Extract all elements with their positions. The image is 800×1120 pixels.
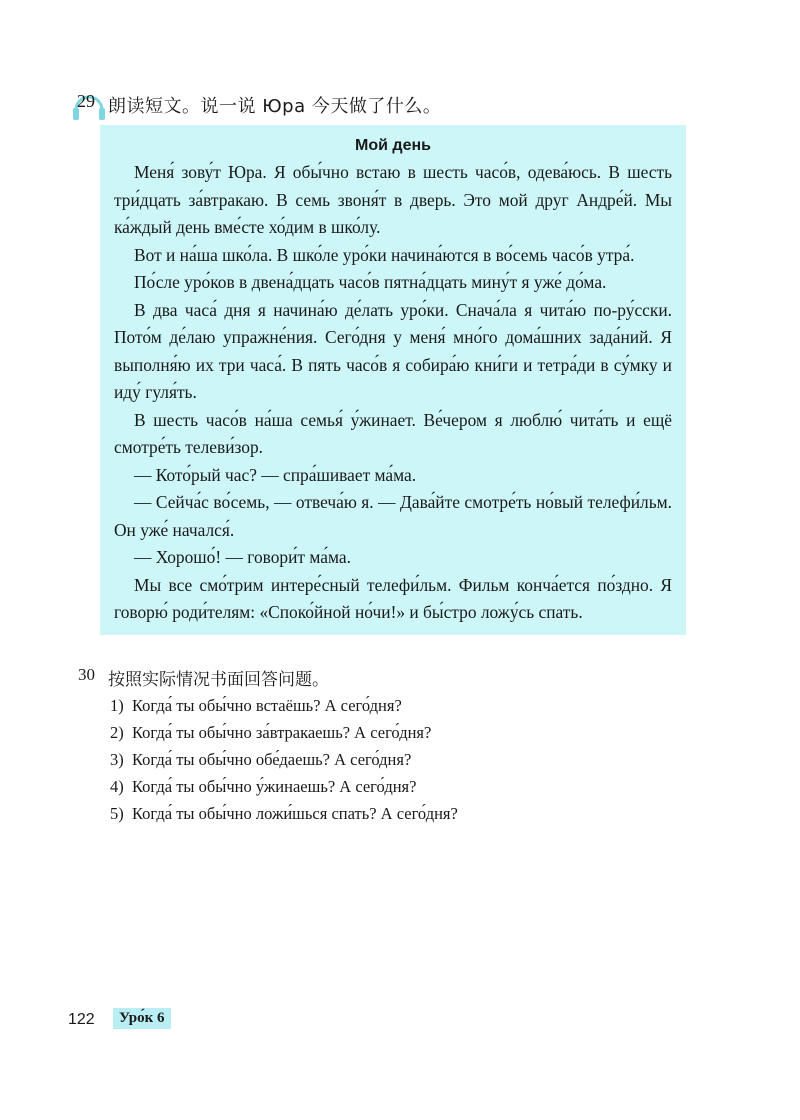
paragraph: — Сейча́с во́семь, — отвеча́ю я. — Дава́йте смотре́ть но́вый телефи́льм. Он уже́ начался́. <box>114 492 672 540</box>
exercise-30-number: 30 <box>78 665 95 684</box>
paragraph: — Кото́рый час? — спра́шивает ма́ма. <box>134 464 417 485</box>
paragraph: По́сле уро́ков в двена́дцать часо́в пятна́дцать мину́т я уже́ до́ма. <box>134 272 607 292</box>
question-number: 5) <box>110 804 124 823</box>
paragraph: — Хорошо́! — говори́т ма́ма. <box>134 547 351 567</box>
question-text: Когда́ ты обы́чно за́втракаешь? А сего́дня? <box>132 723 432 742</box>
paragraph: Вот и на́ша шко́ла. В шко́ле уро́ки начина́ются в во́семь часо́в утра́. <box>134 244 635 265</box>
lesson-badge: Уро́к 6 <box>113 1008 171 1029</box>
question-text: Когда́ ты обы́чно встаёшь? А сего́дня? <box>132 696 402 715</box>
question-list <box>110 692 458 827</box>
reading-text-title: Мой день <box>355 137 431 154</box>
question-item <box>110 800 458 827</box>
question-text: Когда́ ты обы́чно обе́даешь? А сего́дня? <box>132 750 412 769</box>
paragraph: Меня́ зову́т Юра. Я обы́чно встаю в шесть часо́в, одева́юсь. В шесть три́дцать за́втракаю. В семь звоня́т в дверь. Это мой друг Андре́й. Мы ка́ждый день вме́сте хо́дим в шко́лу. <box>114 162 672 237</box>
reading-text-box <box>100 125 686 635</box>
exercise-29-marker <box>72 86 106 126</box>
paragraph: В два часа́ дня я начина́ю де́лать уро́ки. Снача́ла я чита́ю по-ру́сски. Пото́м де́лаю упражне́ния. Сего́дня у меня́ мно́го дома́шних зада́ний. Я выполня́ю их три часа́. В пять часо́в я собира́ю кни́ги и тетра́ди в су́мку и иду́ гуля́ть. <box>114 299 672 402</box>
question-text: Когда́ ты обы́чно у́жинаешь? А сего́дня? <box>132 777 417 796</box>
exercise-29-instruction: 朗读短文。说一说 Юра 今天做了什么。 <box>108 96 442 117</box>
exercise-30-instruction: 按照实际情况书面回答问题。 <box>108 670 329 690</box>
paragraph: Мы все смо́трим интере́сный телефи́льм. Фильм конча́ется по́здно. Я говорю́ роди́телям: «Споко́йной но́чи!» и бы́стро ложу́сь спать. <box>114 574 672 622</box>
question-number: 3) <box>110 750 124 769</box>
paragraph: В шесть часо́в на́ша семья́ у́жинает. Ве́чером я люблю́ чита́ть и ещё смотре́ть телеви́зор. <box>114 409 672 457</box>
question-number: 2) <box>110 723 124 742</box>
question-item <box>110 692 458 719</box>
exercise-29-number: 29 <box>77 91 95 111</box>
question-item <box>110 719 458 746</box>
question-text: Когда́ ты обы́чно ложи́шься спать? А сего́дня? <box>132 804 458 823</box>
question-item <box>110 746 458 773</box>
page-number: 122 <box>68 1011 95 1028</box>
question-item <box>110 773 458 800</box>
question-number: 4) <box>110 777 124 796</box>
question-number: 1) <box>110 696 124 715</box>
